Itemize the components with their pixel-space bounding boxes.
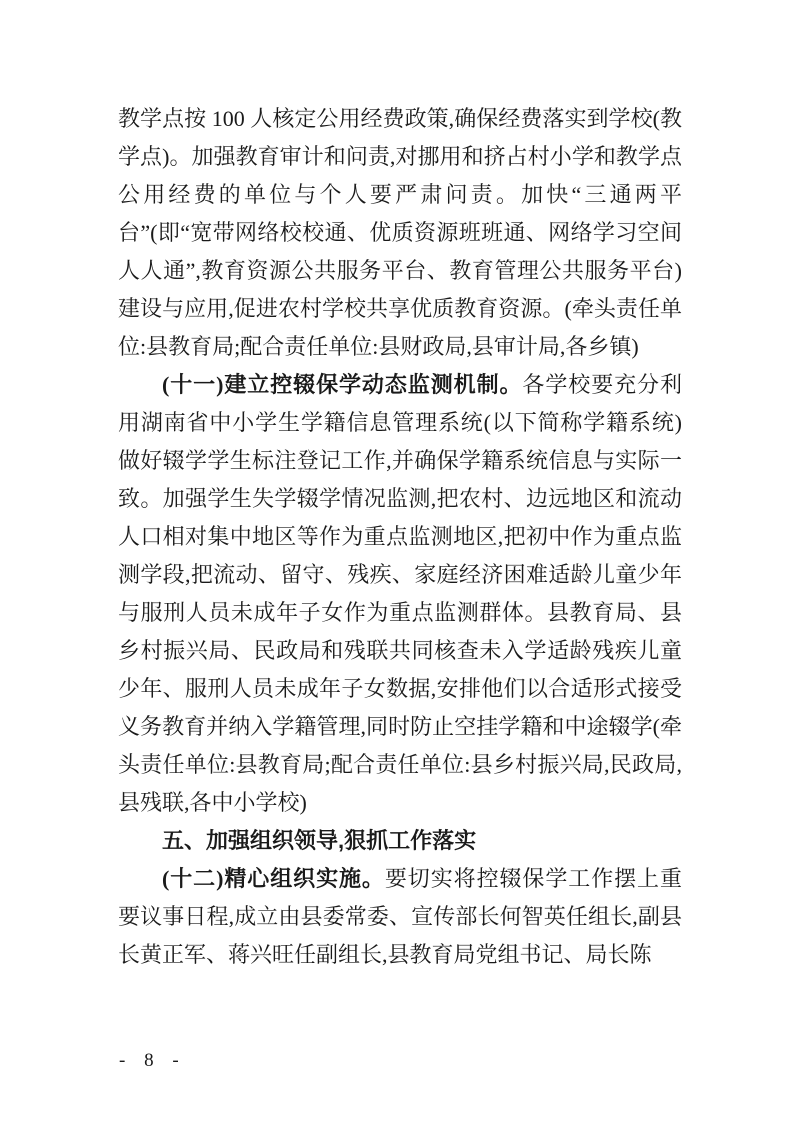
page-number: - 8 - [119, 1050, 186, 1071]
paragraph-continuation [118, 100, 682, 366]
paragraph-lead-bold: (十二)精心组织实施。 [162, 866, 385, 891]
paragraph-text: 教学点按 100 人核定公用经费政策,确保经费落实到学校(教学点)。加强教育审计和问责,对挪用和挤占村小学和教学点公用经费的单位与个人要严肃问责。加快“三通两平台”(即“宽带网络校校通、优质资源班班通、网络学习空间人人通”,教育资源公共服务平台、教育管理公共服务平台)建设与应用,促进农村学校共享优质教育资源。(牵头责任单位:县教育局;配合责任单位:县财政局,县审计局,各乡镇) [118, 106, 682, 359]
document-body [118, 100, 682, 974]
paragraph-item-11 [118, 366, 682, 822]
paragraph-item-12 [118, 860, 682, 974]
paragraph-text: 各学校要充分利用湖南省中小学生学籍信息管理系统(以下简称学籍系统)做好辍学学生标注登记工作,并确保学籍系统信息与实际一致。加强学生失学辍学情况监测,把农村、边远地区和流动人口相对集中地区等作为重点监测地区,把初中作为重点监测学段,把流动、留守、残疾、家庭经济困难适龄儿童少年与服刑人员未成年子女作为重点监测群体。县教育局、县乡村振兴局、民政局和残联共同核查未入学适龄残疾儿童少年、服刑人员未成年子女数据,安排他们以合适形式接受义务教育并纳入学籍管理,同时防止空挂学籍和中途辍学(牵头责任单位:县教育局;配合责任单位:县乡村振兴局,民政局,县残联,各中小学校) [118, 372, 682, 815]
paragraph-text: 要切实将控辍保学工作摆上重要议事日程,成立由县委常委、宣传部长何智英任组长,副县长黄正军、蒋兴旺任副组长,县教育局党组书记、局长陈 [118, 866, 682, 967]
section-heading: 五、加强组织领导,狠抓工作落实 [162, 828, 477, 853]
paragraph-lead-bold: (十一)建立控辍保学动态监测机制。 [162, 372, 523, 397]
